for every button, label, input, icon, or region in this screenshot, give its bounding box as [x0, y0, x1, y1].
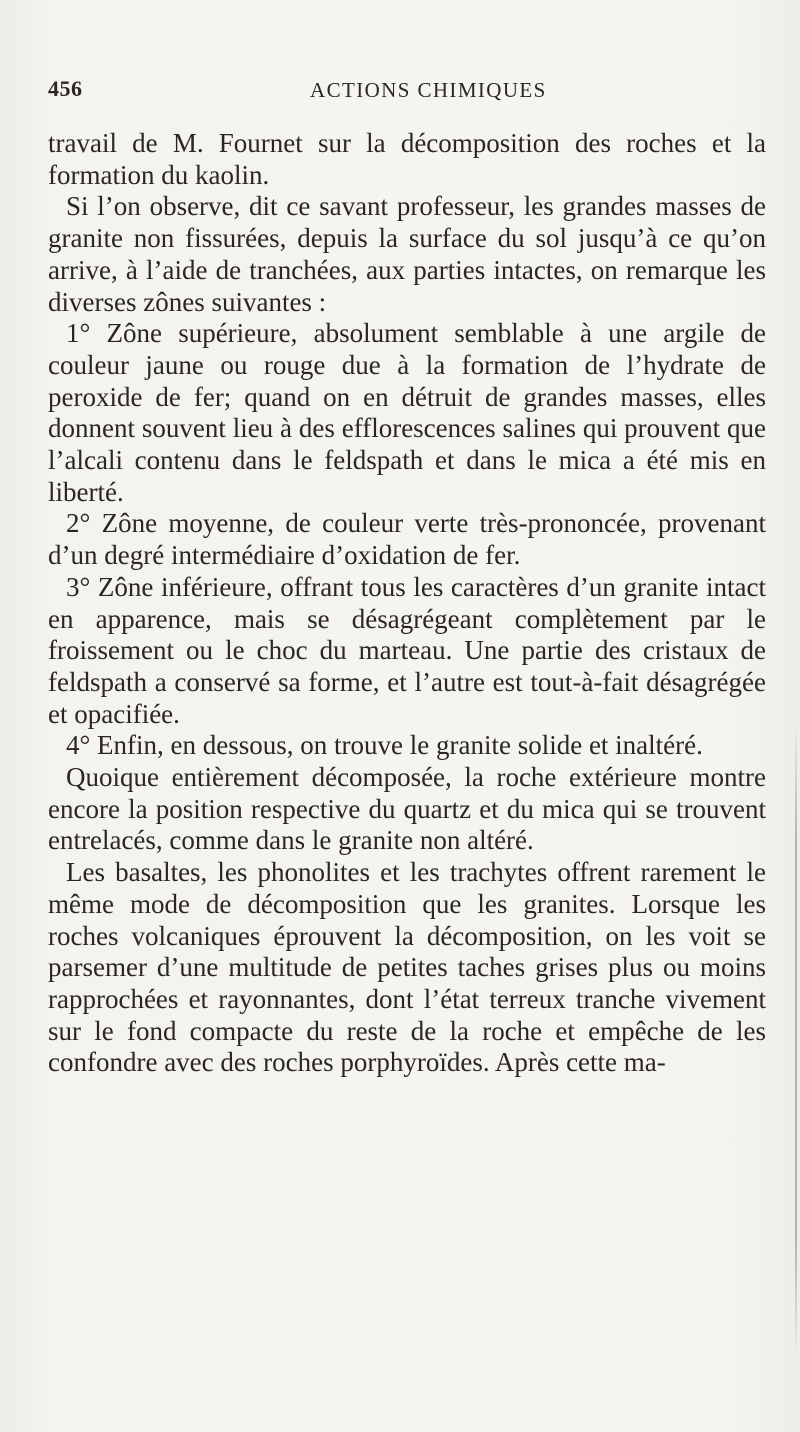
paragraph-basaltes: Les basaltes, les phonolites et les trachytes offrent rarement le même mode de décomposition que les granites. Lorsque les roches volcaniques éprouvent la décomposition, on les voit se parsemer d’une multitude de petites taches grises plus ou moins rapprochées et rayonnantes, dont l’état terreux tranche vivement sur le fond compacte du reste de la roche et empêche de les confondre avec des roches porphyroïdes. Après cette ma-: [48, 857, 766, 1078]
paragraph-observation: Si l’on observe, dit ce savant professeur, les grandes masses de granite non fissurées, depuis la surface du sol jusqu’à ce qu’on arrive, à l’aide de tranchées, aux parties intactes, on remarque les diverses zônes suivantes :: [48, 191, 766, 317]
paragraph-continuation: travail de M. Fournet sur la décomposition des roches et la formation du kaolin.: [48, 128, 766, 190]
paper-speck: [625, 772, 630, 777]
paragraph-decomposed-rock: Quoique entièrement décomposée, la roche extérieure montre encore la position respective du quartz et du mica qui se trouvent entrelacés, comme dans le granite non altéré.: [48, 762, 766, 856]
page-header: [48, 70, 748, 110]
body-text: [48, 128, 766, 1079]
paragraph-zone-1: 1° Zône supérieure, absolument semblable à une argile de couleur jaune ou rouge due à la formation de l’hydrate de peroxide de fer; quand on en détruit de grandes masses, elles donnent souvent lieu à des efflorescences salines qui prouvent que l’alcali contenu dans le feldspath et dans le mica a été mis en liberté.: [48, 318, 766, 507]
running-head: ACTIONS CHIMIQUES: [310, 78, 547, 102]
paragraph-zone-3: 3° Zône inférieure, offrant tous les caractères d’un granite intact en apparence, mais se désagrégeant complètement par le froissement ou le choc du marteau. Une partie des cristaux de feldspath a conservé sa forme, et l’autre est tout-à-fait désagrégée et opacifiée.: [48, 571, 766, 729]
page-edge-shadow: [795, 720, 797, 1360]
paragraph-zone-2: 2° Zône moyenne, de couleur verte très-prononcée, provenant d’un degré intermédiaire d’oxidation de fer.: [48, 508, 766, 571]
paragraph-zone-4: 4° Enfin, en dessous, on trouve le granite solide et inaltéré.: [66, 730, 703, 761]
page-number: 456: [48, 76, 83, 101]
